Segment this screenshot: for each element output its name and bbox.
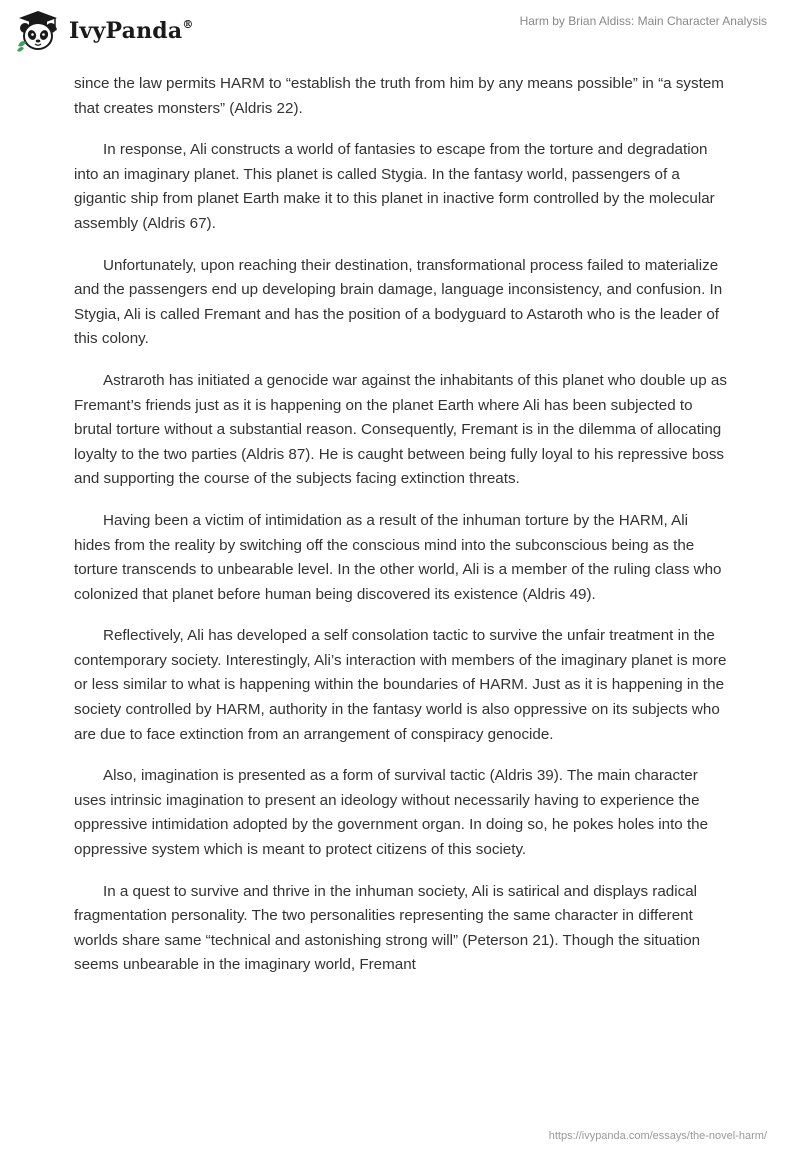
paragraph-7: Also, imagination is presented as a form of survival tactic (Aldris 39). The main character uses intrinsic imagination to present an ideology without necessarily having to experience the oppressive intimidation adopted by the government organ. In doing so, he pokes holes into the oppressive system which is meant to protect citizens of this society. bbox=[74, 767, 709, 859]
paragraph-3: Unfortunately, upon reaching their destination, transformational process failed to materialize and the passengers end up developing brain damage, language inconsistency, and confusion. In Stygia, Ali is called Fremant and has the position of a bodyguard to Astaroth who is the leader of this colony. bbox=[74, 256, 723, 348]
brand-name: IvyPanda® bbox=[69, 17, 194, 44]
panda-graduate-icon bbox=[15, 8, 61, 54]
registered-mark: ® bbox=[182, 17, 194, 31]
paragraph-8: In a quest to survive and thrive in the inhuman society, Ali is satirical and displays radical fragmentation personality. The two personalities representing the same character in different worlds share same “technical and astonishing strong will” (Peterson 21). Though the situation seems unbearable in the imaginary world, Fremant bbox=[74, 882, 701, 974]
paragraph-1: since the law permits HARM to “establish the truth from him by any means possible” in “a system that creates monsters” (Aldris 22). bbox=[74, 75, 724, 117]
ivypanda-logo[interactable] bbox=[15, 8, 194, 54]
running-title: Harm by Brian Aldiss: Main Character Analysis bbox=[519, 14, 767, 28]
paragraph-5: Having been a victim of intimidation as a result of the inhuman torture by the HARM, Ali hides from the reality by switching off the conscious mind into the subconscious being as the torture transcends to unbearable level. In the other world, Ali is a member of the ruling class who colonized that planet before human being discovered its existence (Aldris 49). bbox=[74, 511, 722, 603]
paragraph-4: Astraroth has initiated a genocide war against the inhabitants of this planet who double up as Fremant’s friends just as it is happening on the planet Earth where Ali has been subjected to brutal torture without a substantial reason. Consequently, Fremant is in the dilemma of allocating loyalty to the two parties (Aldris 87). He is caught between being fully loyal to his repressive boss and supporting the course of the subjects facing extinction threats. bbox=[74, 371, 727, 488]
paragraph-2: In response, Ali constructs a world of fantasies to escape from the torture and degradation into an imaginary planet. This planet is called Stygia. In the fantasy world, passengers of a gigantic ship from planet Earth make it to this planet in inactive form controlled by the molecular assembly (Aldris 67). bbox=[74, 141, 715, 232]
paragraph-6: Reflectively, Ali has developed a self consolation tactic to survive the unfair treatment in the contemporary society. Interestingly, Ali’s interaction with members of the imaginary planet is more or less similar to what is happening within the boundaries of HARM. Just as it is happening in the society controlled by HARM, authority in the fantasy world is also oppressive on its subjects who are due to face extinction from an arrangement of conspiracy genocide. bbox=[74, 627, 727, 743]
page-header bbox=[0, 0, 800, 70]
footer-url[interactable]: https://ivypanda.com/essays/the-novel-harm/ bbox=[548, 1130, 767, 1142]
essay-body bbox=[74, 72, 728, 995]
